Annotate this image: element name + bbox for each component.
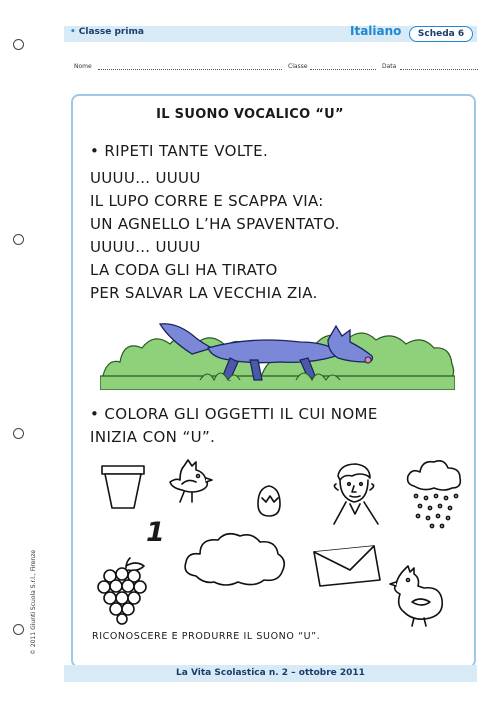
wolf-running-through-bushes-icon <box>100 318 455 390</box>
class-field[interactable] <box>310 69 376 70</box>
poem-line: PER SALVAR LA VECCHIA ZIA. <box>90 284 318 302</box>
section2-heading-line1: • COLORA GLI OGGETTI IL CUI NOME <box>90 405 378 423</box>
poem-line: UN AGNELLO L’HA SPAVENTATO. <box>90 215 340 233</box>
section2-heading-line2: INIZIA CON “U”. <box>90 428 216 446</box>
poem-line: LA CODA GLI HA TIRATO <box>90 261 278 279</box>
header-bar <box>64 26 477 42</box>
footer-bar: La Vita Scolastica n. 2 – ottobre 2011 <box>64 665 477 682</box>
man-icon[interactable] <box>330 462 382 524</box>
name-label: Nome <box>74 63 92 70</box>
page-title: IL SUONO VOCALICO “U” <box>156 107 344 122</box>
cloud-icon[interactable] <box>182 530 288 588</box>
sheet-badge: Scheda 6 <box>409 26 473 42</box>
bird-icon[interactable] <box>166 460 212 504</box>
number-label: 1 <box>146 517 165 548</box>
binder-hole-1 <box>13 39 24 50</box>
subject-title: Italiano <box>350 24 402 38</box>
binder-hole-3 <box>13 428 24 439</box>
poem-line: IL LUPO CORRE E SCAPPA VIA: <box>90 192 324 210</box>
egg-icon[interactable] <box>256 484 282 518</box>
copyright: © 2011 Giunti Scuola S.r.l., Firenze <box>30 549 37 655</box>
poem <box>90 167 340 305</box>
date-label: Data <box>382 63 397 70</box>
binder-hole-4 <box>13 624 24 635</box>
bird-chick-icon[interactable] <box>390 566 446 628</box>
flower-pot-icon[interactable] <box>100 462 146 510</box>
cloud-rain-icon[interactable] <box>404 458 464 530</box>
name-field[interactable] <box>98 69 282 70</box>
binder-hole-2 <box>13 234 24 245</box>
poem-line: UUUU… UUUU <box>90 238 201 256</box>
envelope-icon[interactable] <box>312 544 382 588</box>
section1-heading: • RIPETI TANTE VOLTE. <box>90 142 269 160</box>
student-fields <box>74 63 478 75</box>
class-field-label: Classe <box>288 63 308 70</box>
grapes-icon[interactable] <box>96 556 148 624</box>
poem-line: UUUU… UUUU <box>90 169 201 187</box>
date-field[interactable] <box>400 69 478 70</box>
class-label: • Classe prima <box>70 27 144 37</box>
learning-objective: RICONOSCERE E PRODURRE IL SUONO “U”. <box>92 631 321 642</box>
